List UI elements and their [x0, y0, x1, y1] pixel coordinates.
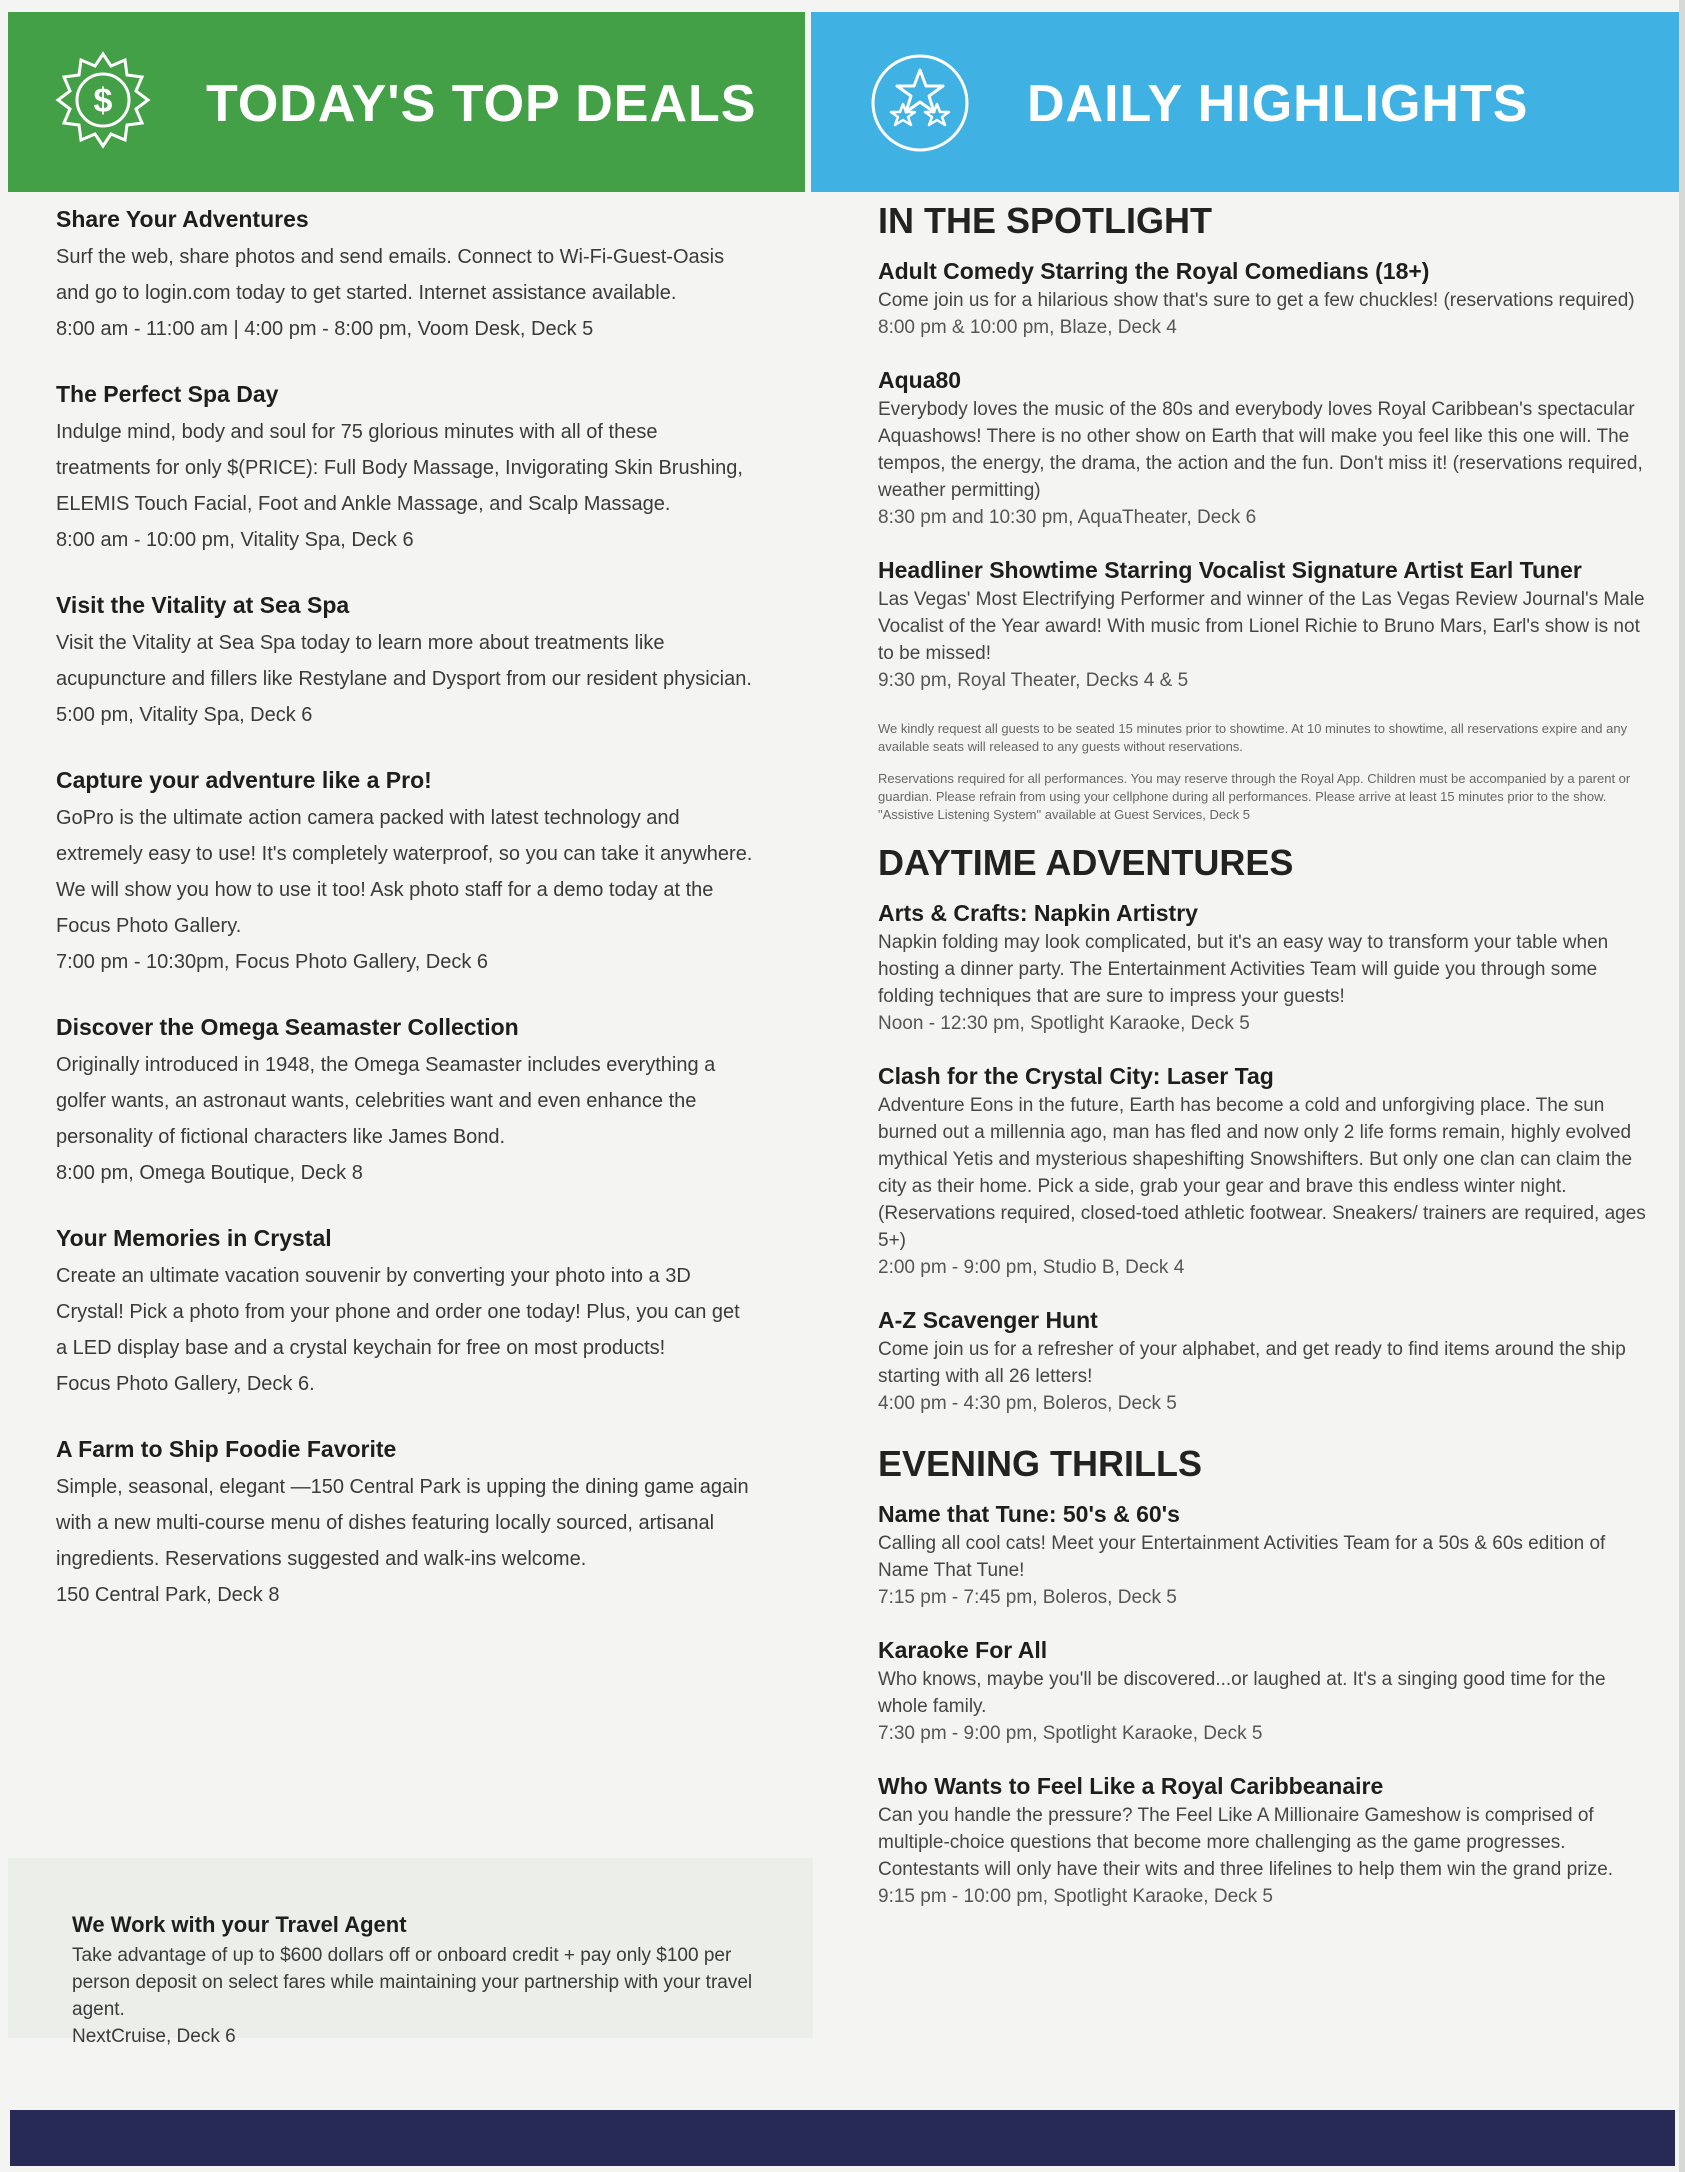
event-title: Who Wants to Feel Like a Royal Caribbeanaire: [878, 1773, 1384, 1799]
deal-description: GoPro is the ultimate action camera packed with latest technology and extremely easy to use! It's completely waterproof, so you can take it anywhere. We will show you how to use it too! Ask photo staff for a demo today at the Focus Photo Gallery.: [56, 807, 753, 937]
section-title: EVENING THRILLS: [878, 1443, 1203, 1484]
event-description: Everybody loves the music of the 80s and everybody loves Royal Caribbean's spectacular Aquashows! There is no other show on Earth that will make you feel like this one will. The tempos, the energy, the drama, the action and the fun. Don't miss it! (reservations required, weather permitting): [878, 399, 1643, 501]
event-title: Name that Tune: 50's & 60's: [878, 1501, 1180, 1527]
spotlight-section: [878, 200, 1658, 824]
deal-title: Share Your Adventures: [56, 206, 309, 232]
event-time: 2:00 pm - 9:00 pm, Studio B, Deck 4: [878, 1257, 1185, 1278]
reservation-note: Reservations required for all performances. You may reserve through the Royal App. Children must be accompanied by a parent or guardian. Please refrain from using your cellphone during all performances. Please arrive at least 15 minutes prior to the show. "Assistive Listening System" available at Guest Services, Deck 5: [878, 771, 1631, 822]
event-title: A-Z Scavenger Hunt: [878, 1307, 1098, 1333]
event-title: Arts & Crafts: Napkin Artistry: [878, 900, 1198, 926]
deal-time: Focus Photo Gallery, Deck 6.: [56, 1373, 315, 1395]
event-item: [878, 1637, 1658, 1747]
event-time: Noon - 12:30 pm, Spotlight Karaoke, Deck 5: [878, 1013, 1250, 1034]
dollar-badge-icon: [48, 48, 158, 158]
deal-time: 8:00 pm, Omega Boutique, Deck 8: [56, 1162, 363, 1184]
deals-list: [56, 206, 756, 1647]
deal-title: The Perfect Spa Day: [56, 381, 279, 407]
deal-time: 150 Central Park, Deck 8: [56, 1584, 280, 1606]
event-time: 7:15 pm - 7:45 pm, Boleros, Deck 5: [878, 1587, 1177, 1608]
deal-item: [56, 767, 756, 980]
highlights-header: [811, 12, 1679, 192]
deal-item: [56, 206, 756, 347]
event-title: Headliner Showtime Starring Vocalist Signature Artist Earl Tuner: [878, 557, 1582, 583]
travel-agent-title: We Work with your Travel Agent: [72, 1912, 407, 1937]
event-description: Adventure Eons in the future, Earth has become a cold and unforgiving place. The sun burned out a millennia ago, man has fled and now only 2 life forms remain, highly evolved mythical Yetis and mysterious shapeshifting Snowshifters. But only one clan can claim the city as their home. Pick a side, grab your gear and brave this endless winter night. (Reservations required, closed-toed athletic footwear. Sneakers/ trainers are required, ages 5+): [878, 1095, 1646, 1251]
event-item: [878, 1307, 1658, 1417]
event-item: [878, 1063, 1658, 1281]
event-item: [878, 557, 1658, 694]
deal-description: Originally introduced in 1948, the Omega Seamaster includes everything a golfer wants, an astronaut wants, celebrities want and even enhance the personality of fictional characters like James Bond.: [56, 1054, 716, 1148]
deal-item: [56, 1014, 756, 1191]
daytime-section: [878, 842, 1658, 1417]
deal-time: 5:00 pm, Vitality Spa, Deck 6: [56, 704, 313, 726]
event-title: Clash for the Crystal City: Laser Tag: [878, 1063, 1274, 1089]
event-item: [878, 258, 1658, 341]
event-item: [878, 367, 1658, 531]
event-item: [878, 1773, 1658, 1910]
event-item: [878, 1501, 1658, 1611]
event-description: Who knows, maybe you'll be discovered...or laughed at. It's a singing good time for the whole family.: [878, 1669, 1606, 1717]
stars-circle-icon: [865, 48, 975, 158]
deal-description: Simple, seasonal, elegant —150 Central Park is upping the dining game again with a new multi-course menu of dishes featuring locally sourced, artisanal ingredients. Reservations suggested and walk-ins welcome.: [56, 1476, 749, 1570]
event-time: 7:30 pm - 9:00 pm, Spotlight Karaoke, Deck 5: [878, 1723, 1263, 1744]
event-title: Adult Comedy Starring the Royal Comedians (18+): [878, 258, 1430, 284]
deal-item: [56, 592, 756, 733]
deal-title: Your Memories in Crystal: [56, 1225, 332, 1251]
event-item: [878, 900, 1658, 1037]
deal-description: Visit the Vitality at Sea Spa today to learn more about treatments like acupuncture and fillers like Restylane and Dysport from our resident physician.: [56, 632, 752, 690]
deals-header-title: TODAY'S TOP DEALS: [206, 75, 757, 133]
event-time: 9:15 pm - 10:00 pm, Spotlight Karaoke, Deck 5: [878, 1886, 1273, 1907]
event-description: Calling all cool cats! Meet your Entertainment Activities Team for a 50s & 60s edition of Name That Tune!: [878, 1533, 1606, 1581]
deal-title: A Farm to Ship Foodie Favorite: [56, 1436, 397, 1462]
event-time: 4:00 pm - 4:30 pm, Boleros, Deck 5: [878, 1393, 1177, 1414]
deal-item: [56, 1436, 756, 1613]
deal-title: Discover the Omega Seamaster Collection: [56, 1014, 519, 1040]
event-time: 9:30 pm, Royal Theater, Decks 4 & 5: [878, 670, 1189, 691]
footer-bar: [10, 2110, 1675, 2166]
deal-item: [56, 1225, 756, 1402]
event-title: Karaoke For All: [878, 1637, 1048, 1663]
event-description: Las Vegas' Most Electrifying Performer and winner of the Las Vegas Review Journal's Male Vocalist of the Year award! With music from Lionel Richie to Bruno Mars, Earl's show is not to be missed!: [878, 589, 1645, 664]
travel-agent-description: Take advantage of up to $600 dollars off or onboard credit + pay only $100 per person deposit on select fares while maintaining your partnership with your travel agent.: [72, 1945, 753, 2020]
svg-text:$: $: [93, 82, 113, 120]
deals-header: [8, 12, 805, 192]
deal-time: 7:00 pm - 10:30pm, Focus Photo Gallery, Deck 6: [56, 951, 489, 973]
event-description: Can you handle the pressure? The Feel Like A Millionaire Gameshow is comprised of multiple-choice questions that become more challenging as the game progresses. Contestants will only have their wits and three lifelines to help them win the grand prize.: [878, 1805, 1614, 1880]
highlights-list: [878, 200, 1658, 1936]
event-description: Come join us for a hilarious show that's sure to get a few chuckles! (reservations required): [878, 290, 1635, 311]
seating-note: We kindly request all guests to be seated 15 minutes prior to showtime. At 10 minutes to showtime, all reservations expire and any available seats will released to any guests without reservations.: [878, 721, 1628, 754]
travel-agent-box: [8, 1858, 813, 2047]
section-title: IN THE SPOTLIGHT: [878, 200, 1213, 241]
deal-title: Capture your adventure like a Pro!: [56, 767, 432, 793]
page-edge: [1679, 0, 1685, 2172]
event-description: Come join us for a refresher of your alphabet, and get ready to find items around the ship starting with all 26 letters!: [878, 1339, 1626, 1387]
deal-description: Create an ultimate vacation souvenir by converting your photo into a 3D Crystal! Pick a photo from your phone and order one today! Plus, you can get a LED display base and a crystal keychain for free on most products!: [56, 1265, 740, 1359]
deal-time: 8:00 am - 10:00 pm, Vitality Spa, Deck 6: [56, 529, 414, 551]
deal-item: [56, 381, 756, 558]
evening-section: [878, 1443, 1658, 1910]
deal-description: Indulge mind, body and soul for 75 glorious minutes with all of these treatments for only $(PRICE): Full Body Massage, Invigorating Skin Brushing, ELEMIS Touch Facial, Foot and Ankle Massage, and Scalp Massage.: [56, 421, 743, 515]
deal-time: 8:00 am - 11:00 am | 4:00 pm - 8:00 pm, Voom Desk, Deck 5: [56, 318, 594, 340]
event-description: Napkin folding may look complicated, but it's an easy way to transform your table when hosting a dinner party. The Entertainment Activities Team will guide you through some folding techniques that are sure to impress your guests!: [878, 932, 1609, 1007]
deal-title: Visit the Vitality at Sea Spa: [56, 592, 350, 618]
deal-description: Surf the web, share photos and send emails. Connect to Wi-Fi-Guest-Oasis and go to login.com today to get started. Internet assistance available.: [56, 246, 725, 304]
event-title: Aqua80: [878, 367, 962, 393]
section-title: DAYTIME ADVENTURES: [878, 842, 1294, 883]
travel-agent-location: NextCruise, Deck 6: [72, 2026, 236, 2047]
highlights-header-title: DAILY HIGHLIGHTS: [1027, 75, 1529, 133]
event-time: 8:30 pm and 10:30 pm, AquaTheater, Deck 6: [878, 507, 1257, 528]
event-time: 8:00 pm & 10:00 pm, Blaze, Deck 4: [878, 317, 1177, 338]
